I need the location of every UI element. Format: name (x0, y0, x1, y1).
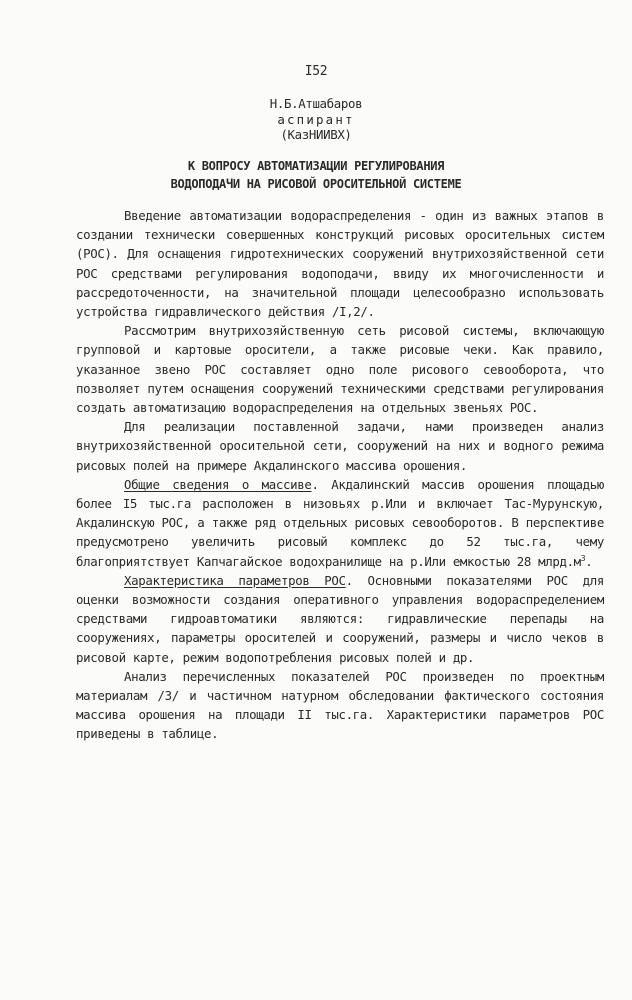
paragraph-introduction: Введение автоматизации водораспределения - один из важных этапов в создании технически совершенных конструкций рисовых оросительных систем (РОС). Для оснащения гидротехнических сооружений внутрихозяйственной сети РОС средствами регулирования водоподачи, ввиду их многочисленности и рассредоточенности, на значительной площади целесообразно использовать устройства гидравлического действия /I,2/. (76, 208, 604, 320)
paragraph-parameters (76, 571, 604, 667)
parameters-text: . Основными показателями РОС для оценки возможности создания оперативного управления водораспределением средствами гидроавтоматики являются: гидравлические перепады на сооружениях, параметры оросителей и сооружений, размеры и число чеков в рисовой карте, режим водопотребления рисовых полей и др. (76, 572, 605, 665)
page-number: I52 (304, 64, 328, 79)
article-title-line-1: К ВОПРОСУ АВТОМАТИЗАЦИИ РЕГУЛИРОВАНИЯ (187, 159, 445, 173)
author-name: Н.Б.Атшабаров (269, 96, 363, 111)
general-info-end: . (585, 553, 593, 569)
article-body (76, 206, 604, 744)
cubic-superscript: 3 (580, 553, 586, 563)
author-role: аспирант (277, 112, 355, 127)
section-heading-general-info: Общие сведения о массиве (124, 476, 312, 492)
paragraph-task: Для реализации поставленной задачи, нами произведен анализ внутрихозяйственной оросительной сети, сооружений на них и водного режима рисовых полей на примере Акдалинского массива орошения. (76, 419, 604, 473)
paragraph-analysis: Анализ перечисленных показателей РОС произведен по проектным материалам /3/ и частичном натурном обследовании фактического состояния массива орошения на площади II тыс.га. Характеристики параметров РОС приведены в таблице. (76, 668, 604, 742)
general-info-text: . Акдалинский массив орошения площадью более I5 тыс.га расположен в низовьях р.Или и включает Тас-Мурунскую, Акдалинскую РОС, а также ряд отдельных рисовых севооборотов. В перспективе предусмотрено увеличить рисовый комплекс до 52 тыс.га, чему благоприятствует Капчагайское водохранилище на р.Или емкостью 28 млрд.м (76, 476, 604, 569)
article-title-line-2: ВОДОПОДАЧИ НА РИСОВОЙ ОРОСИТЕЛЬНОЙ СИСТЕМЕ (170, 177, 462, 191)
paragraph-general-info (76, 475, 604, 571)
paragraph-network: Рассмотрим внутрихозяйственную сеть рисовой системы, включающую групповой и картовые оросители, а также рисовые чеки. Как правило, указанное звено РОС составляет одно поле рисового севооборота, что позволяет путем оснащения сооружений техническими средствами регулирования создать автоматизацию водораспределения на отдельных звеньях РОС. (76, 323, 604, 416)
section-heading-parameters: Характеристика параметров РОС (124, 572, 346, 588)
author-organization: (КазНИИВХ) (280, 127, 352, 142)
